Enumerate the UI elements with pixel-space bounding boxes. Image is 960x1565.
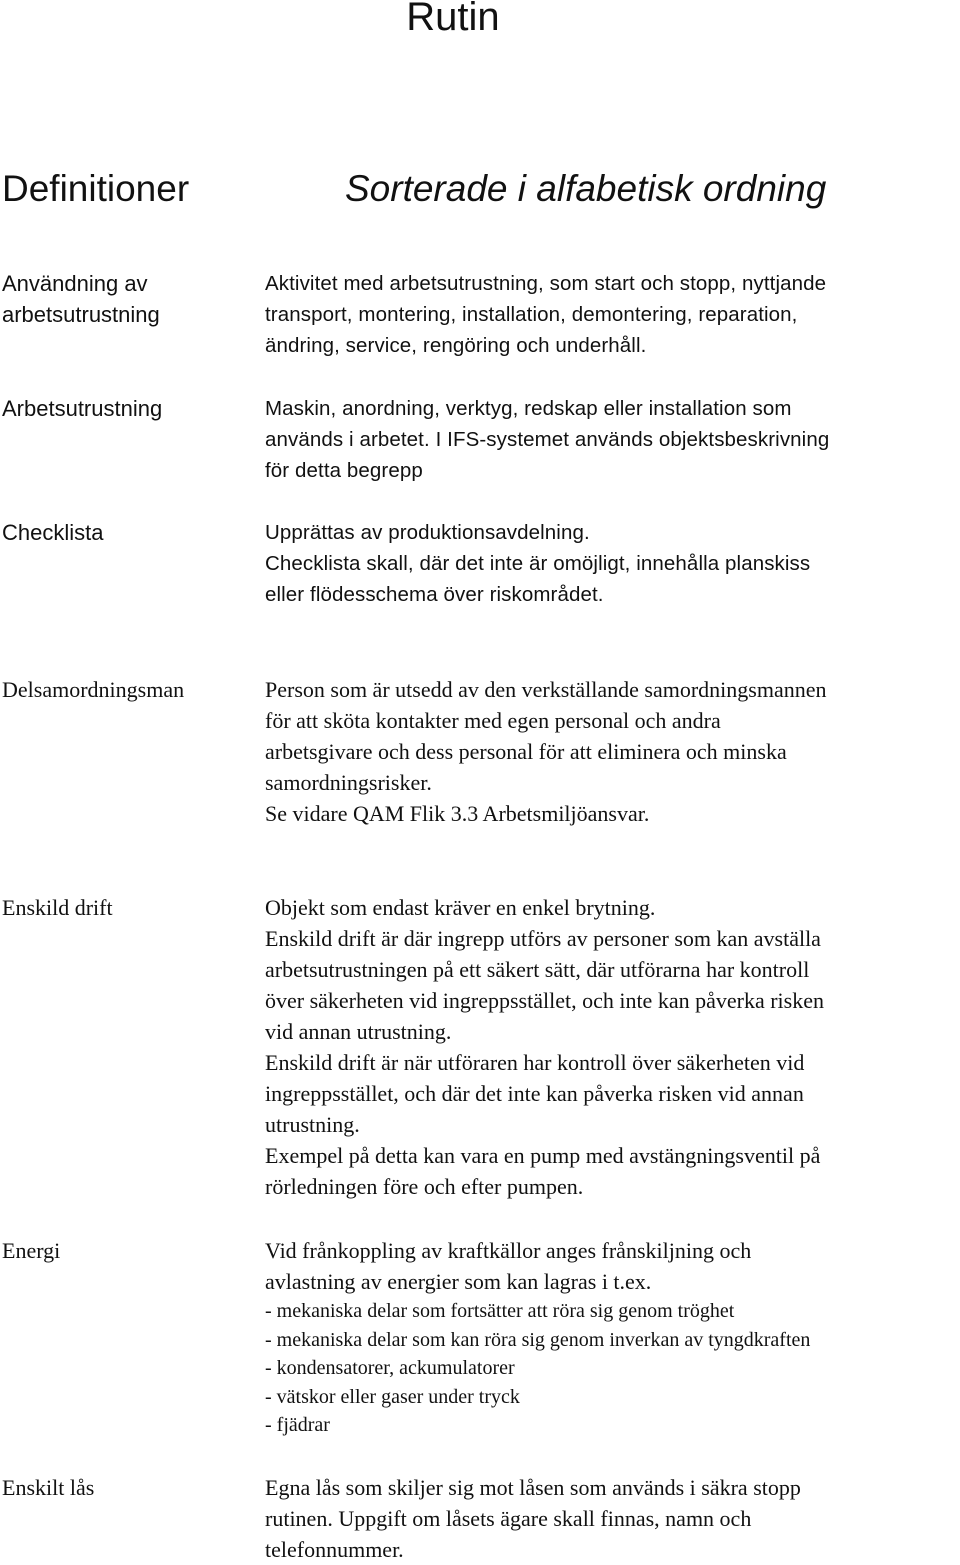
definition-list-item: - mekaniska delar som fortsätter att röra sig genom tröghet [265,1300,735,1322]
definition-energi [265,1235,960,1440]
section-heading: Definitioner [2,168,190,209]
term-arbetsutrustning [2,393,252,424]
term-energi [2,1235,252,1266]
definition-enskild-drift [265,892,960,1202]
definition-list-item: - fjädrar [265,1414,330,1436]
definition-enskilt-las [265,1472,960,1565]
definition-line: Person som är utsedd av den verkställande samordningsmannen [265,677,827,702]
definition-line: eller flödesschema över riskområdet. [265,583,604,606]
definition-line: telefonnummer. [265,1537,404,1562]
term-enskild-drift [2,892,252,923]
definition-line: Se vidare QAM Flik 3.3 Arbetsmiljöansvar. [265,801,650,826]
term-checklista [2,517,252,548]
page-title: Rutin [406,0,500,39]
definition-line: Exempel på detta kan vara en pump med avstängningsventil på [265,1143,821,1168]
section-subheading: Sorterade i alfabetisk ordning [345,168,827,209]
definition-line: vid annan utrustning. [265,1019,452,1044]
definition-line: arbetsgivare och dess personal för att eliminera och minska [265,739,787,764]
definition-line: Checklista skall, där det inte är omöjligt, innehålla planskiss [265,552,811,575]
definition-line: samordningsrisker. [265,770,432,795]
term-line: arbetsutrustning [2,302,160,327]
definition-list-item: - vätskor eller gaser under tryck [265,1385,520,1408]
definition-line: rörledningen före och efter pumpen. [265,1174,584,1199]
definition-line: utrustning. [265,1112,360,1137]
definition-line: arbetsutrustningen på ett säkert sätt, där utförarna har kontroll [265,957,810,982]
definition-line: Enskild drift är där ingrepp utförs av personer som kan avställa [265,926,821,951]
definition-line: rutinen. Uppgift om låsets ägare skall finnas, namn och [265,1506,752,1531]
definition-checklista [265,517,960,610]
definition-list-item: - mekaniska delar som kan röra sig genom inverkan av tyngdkraften [265,1328,811,1351]
term-delsamordningsman [2,674,252,705]
definition-line: över säkerheten vid ingreppsstället, och inte kan påverka risken [265,988,824,1013]
definition-line: Maskin, anordning, verktyg, redskap eller installation som [265,397,792,420]
term-enskilt-las [2,1472,252,1503]
definition-delsamordningsman [265,674,960,829]
definition-line: avlastning av energier som kan lagras i t.ex. [265,1269,652,1294]
definition-anvandning-av-arbetsutrustning [265,268,960,361]
definition-list-item: - kondensatorer, ackumulatorer [265,1357,515,1379]
term-line: Arbetsutrustning [2,396,163,421]
term-line: Checklista [2,520,104,545]
term-line: Enskilt lås [2,1475,95,1500]
term-line: Delsamordningsman [2,677,185,702]
definition-line: Upprättas av produktionsavdelning. [265,521,590,544]
definition-arbetsutrustning [265,393,960,486]
definition-line: för att sköta kontakter med egen personal och andra [265,708,721,733]
term-line: Användning av [2,271,148,296]
definition-line: Enskild drift är när utföraren har kontroll över säkerheten vid [265,1050,805,1075]
definition-line: Vid frånkoppling av kraftkällor anges frånskiljning och [265,1238,752,1263]
definition-line: för detta begrepp [265,459,423,482]
definition-line: ingreppsstället, och där det inte kan påverka risken vid annan [265,1081,804,1106]
term-anvandning-av-arbetsutrustning [2,268,252,330]
definition-line: används i arbetet. I IFS-systemet används objektsbeskrivning [265,428,830,451]
term-line: Energi [2,1238,61,1263]
definition-line: ändring, service, rengöring och underhåll. [265,334,647,357]
definition-line: Objekt som endast kräver en enkel brytning. [265,895,656,920]
definition-line: Aktivitet med arbetsutrustning, som start och stopp, nyttjande [265,272,827,295]
definition-line: transport, montering, installation, demontering, reparation, [265,303,798,326]
definition-line: Egna lås som skiljer sig mot låsen som används i säkra stopp [265,1475,801,1500]
term-line: Enskild drift [2,895,113,920]
